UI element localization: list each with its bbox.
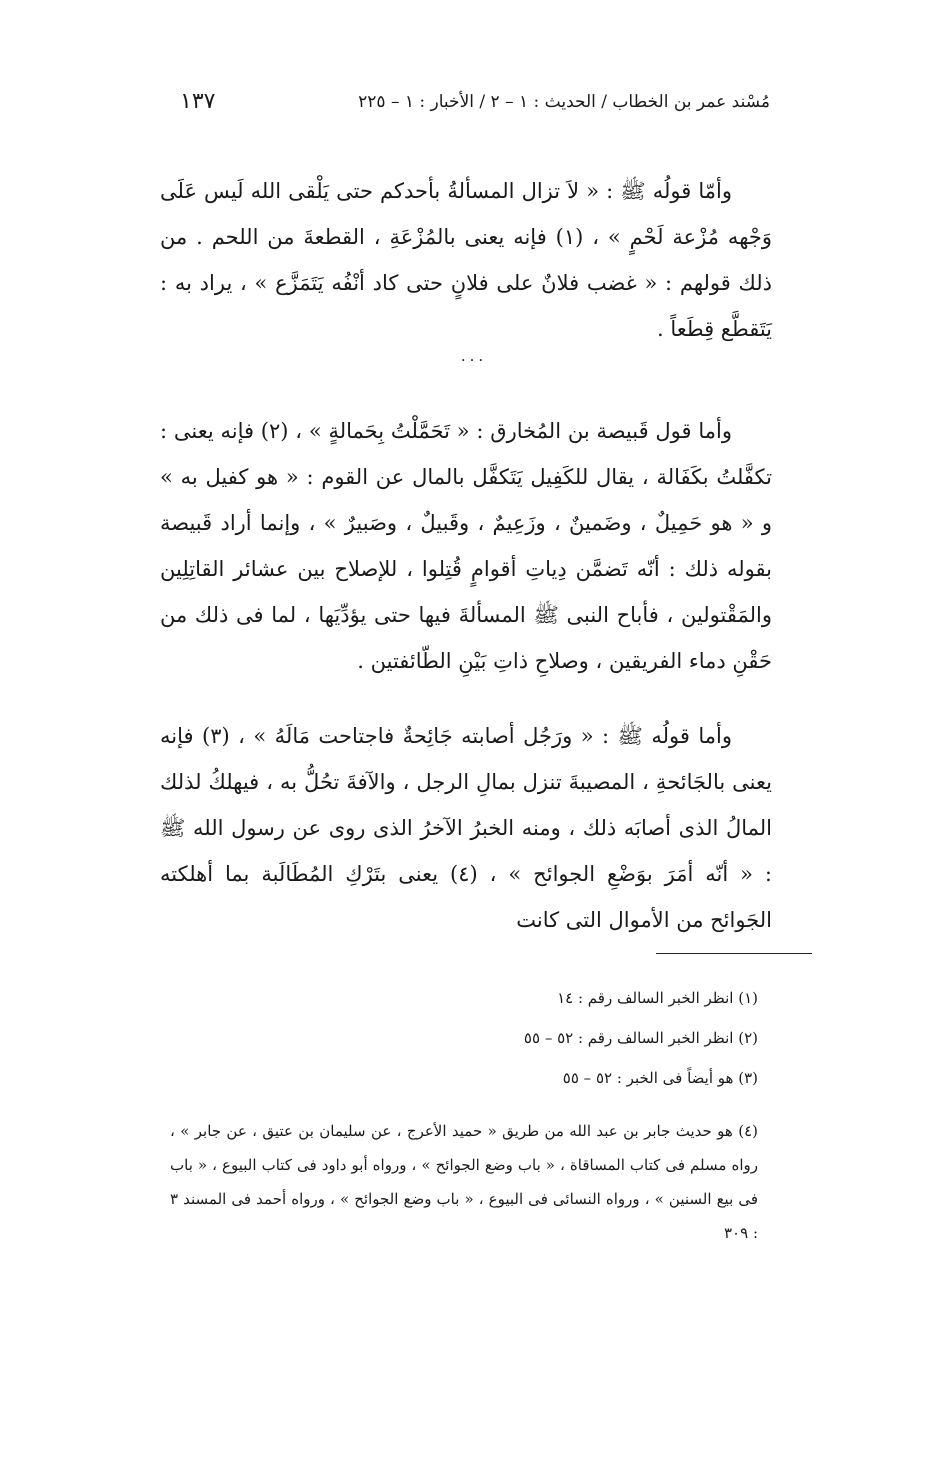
paragraph-1 <box>160 168 772 352</box>
running-head-title: مُسْند عمر بن الخطاب / الحديث : ١ – ٢ / الأخبار : ١ – ٢٢٥ <box>358 92 770 112</box>
running-head <box>180 89 770 122</box>
page-number: ١٣٧ <box>180 89 216 114</box>
footnote-4: (٤) هو حديث جابر بن عبد الله من طريق « حميد الأعرج ، عن سليمان بن عتيق ، عن جابر » ، رواه مسلم فى كتاب المساقاة ، « باب وضع الجوائح » ، ورواه أبو داود فى كتاب البيوع ، « باب فى بيع السنين » ، ورواه النسائى فى البيوع ، « باب وضع الجوائح » ، ورواه أحمد فى المسند ٣ : ٣٠٩ <box>170 1122 758 1242</box>
footnotes <box>170 978 774 1250</box>
paragraph-1-text: وأمّا قولُه ﷺ : « لاَ تزال المسألةُ بأحدكم حتى يَلْقى الله لَيس عَلَى وَجْهه مُزْعة لَحْمٍ » ، (١) فإنه يعنى بالمُزْعَةِ ، القطعةَ من اللحم . من ذلك قولهم : « غضب فلانٌ على فلانٍ حتى كاد أنْفُه يَتَمَزَّع » ، يراد به : يَتَقطَّع قِطَعاً . <box>160 179 772 341</box>
footnote-divider <box>656 953 812 954</box>
footnote-3: (٣) هو أيضاً فى الخبر : ٥٢ – ٥٥ <box>562 1069 758 1087</box>
footnote-1: (١) انظر الخبر السالف رقم : ١٤ <box>557 989 758 1007</box>
paragraph-3 <box>160 713 772 943</box>
paragraph-2-text: وأما قول قَبيصة بن المُخارق : « تَحَمَّلْتُ بِحَمالةٍ » ، (٢) فإنه يعنى : تكفَّلتُ بكَفَالة ، يقال للكَفِيل يَتَكفَّل بالمال عن القوم : « هو كفيل به » و « هو حَمِيلٌ ، وضَمينٌ ، وزَعِيمٌ ، وقَبيلٌ ، وصَبيرٌ » ، وإنما أراد قَبيصة بقوله ذلك : أنّه تَضمَّن دِياتِ أقوامٍ قُتِلوا ، للإصلاح بين عشائر القاتِلِين والمَقْتولين ، فأباح النبى ﷺ المسألةَ فيها حتى يؤدِّيَها ، لما فى ذلك من حَقْنِ دماء الفريقين ، وصلاحِ ذاتِ بَيْنِ الطّائفتين . <box>160 419 772 673</box>
section-separator: ... <box>460 347 488 365</box>
paragraph-3-text: وأما قولُه ﷺ : « ورَجُل أصابته جَائِحةٌ فاجتاحت مَالَهُ » ، (٣) فإنه يعنى بالجَائحةِ ، المصيبةَ تنزل بمالِ الرجل ، والآفةَ تحُلُّ به ، فيهلكُ لذلك المالُ الذى أصابَه ذلك ، ومنه الخبرُ الآخرُ الذى روى عن رسول الله ﷺ : « أنّه أمَرَ بوَضْعِ الجوائح » ، (٤) يعنى بتَرْكِ المُطَالَبة بما أهلكته الجَوائح من الأموال التى كانت <box>160 724 772 932</box>
paragraph-2 <box>160 408 772 684</box>
footnote-2: (٢) انظر الخبر السالف رقم : ٥٢ – ٥٥ <box>523 1029 758 1047</box>
